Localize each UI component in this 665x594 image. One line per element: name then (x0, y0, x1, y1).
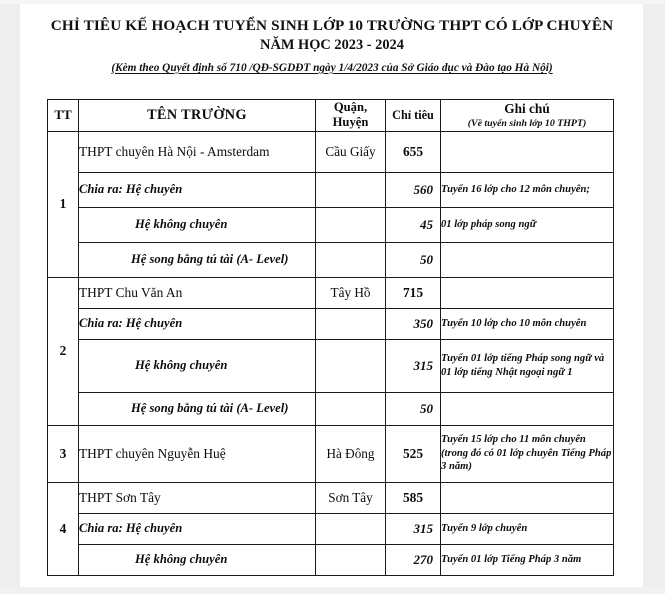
table-row (48, 544, 614, 575)
note-text (441, 277, 614, 308)
column-header-note-sub: (Về tuyển sinh lớp 10 THPT) (467, 117, 587, 129)
district-name (316, 242, 386, 277)
enrollment-table (47, 99, 614, 576)
school-name: THPT Sơn Tây (79, 482, 316, 513)
column-header-school: TÊN TRƯỜNG (79, 100, 316, 132)
note-text: Tuyển 01 lớp Tiếng Pháp 3 năm (441, 544, 614, 575)
row-index: 2 (48, 277, 79, 425)
column-header-district (316, 100, 386, 132)
school-name: Hệ không chuyên (79, 544, 316, 575)
document-header (22, 16, 642, 74)
note-text: Tuyển 15 lớp cho 11 môn chuyên (trong đó có 01 lớp chuyên Tiếng Pháp 3 năm) (441, 425, 614, 482)
school-name: Hệ không chuyên (79, 207, 316, 242)
note-text (441, 392, 614, 425)
school-name: Hệ song bằng tú tài (A- Level) (79, 242, 316, 277)
note-text (441, 131, 614, 172)
district-name (316, 207, 386, 242)
quota-value: 715 (386, 277, 441, 308)
school-name: THPT Chu Văn An (79, 277, 316, 308)
note-text: Tuyển 10 lớp cho 10 môn chuyên (441, 308, 614, 339)
table-row (48, 207, 614, 242)
note-text (441, 242, 614, 277)
school-name: Hệ song bằng tú tài (A- Level) (79, 392, 316, 425)
district-name (316, 392, 386, 425)
column-header-district-line1: Quận, (333, 100, 368, 114)
district-name (316, 172, 386, 207)
district-name: Cầu Giấy (316, 131, 386, 172)
district-name (316, 339, 386, 392)
quota-value: 525 (386, 425, 441, 482)
document-title-line1: CHỈ TIÊU KẾ HOẠCH TUYỂN SINH LỚP 10 TRƯỜNG THPT CÓ LỚP CHUYÊN (50, 17, 614, 34)
bottom-margin (0, 587, 665, 594)
row-index: 1 (48, 131, 79, 277)
quota-value: 560 (386, 172, 441, 207)
row-index: 4 (48, 482, 79, 575)
table-row (48, 277, 614, 308)
column-header-note-main: Ghi chú (504, 100, 550, 116)
school-name: THPT chuyên Nguyễn Huệ (79, 425, 316, 482)
district-name: Sơn Tây (316, 482, 386, 513)
note-text: Tuyển 16 lớp cho 12 môn chuyên; (441, 172, 614, 207)
note-text: Tuyển 9 lớp chuyên (441, 513, 614, 544)
table-row (48, 131, 614, 172)
school-name: Chia ra: Hệ chuyên (79, 172, 316, 207)
note-text: Tuyển 01 lớp tiếng Pháp song ngữ và 01 lớp tiếng Nhật ngoại ngữ 1 (441, 339, 614, 392)
table-row (48, 172, 614, 207)
school-name: Hệ không chuyên (79, 339, 316, 392)
table-header-row (48, 100, 614, 132)
quota-value: 270 (386, 544, 441, 575)
quota-value: 655 (386, 131, 441, 172)
table-row (48, 242, 614, 277)
district-name: Tây Hồ (316, 277, 386, 308)
district-name: Hà Đông (316, 425, 386, 482)
note-text: 01 lớp pháp song ngữ (441, 207, 614, 242)
quota-value: 315 (386, 339, 441, 392)
district-name (316, 308, 386, 339)
column-header-quota: Chỉ tiêu (386, 100, 441, 132)
left-margin (0, 0, 20, 594)
note-text (441, 482, 614, 513)
district-name (316, 513, 386, 544)
document-subtitle: (Kèm theo Quyết định số 710 /QĐ-SGDĐT ngày 1/4/2023 của Sở Giáo dục và Đào tạo Hà Nội) (111, 61, 553, 74)
quota-value: 585 (386, 482, 441, 513)
column-header-tt: TT (48, 100, 79, 132)
document-title-line2: NĂM HỌC 2023 - 2024 (260, 37, 404, 53)
quota-value: 350 (386, 308, 441, 339)
column-header-district-line2: Huyện (332, 115, 369, 130)
school-name: Chia ra: Hệ chuyên (79, 513, 316, 544)
right-margin (643, 0, 665, 594)
table-row (48, 482, 614, 513)
quota-value: 50 (386, 242, 441, 277)
table-body (48, 131, 614, 575)
table-row (48, 392, 614, 425)
quota-value: 45 (386, 207, 441, 242)
school-name: Chia ra: Hệ chuyên (79, 308, 316, 339)
school-name: THPT chuyên Hà Nội - Amsterdam (79, 131, 316, 172)
column-header-note (441, 100, 614, 132)
district-name (316, 544, 386, 575)
table-row (48, 425, 614, 482)
row-index: 3 (48, 425, 79, 482)
top-margin (0, 0, 665, 4)
table-row (48, 308, 614, 339)
quota-value: 315 (386, 513, 441, 544)
table-row (48, 513, 614, 544)
quota-value: 50 (386, 392, 441, 425)
table-row (48, 339, 614, 392)
